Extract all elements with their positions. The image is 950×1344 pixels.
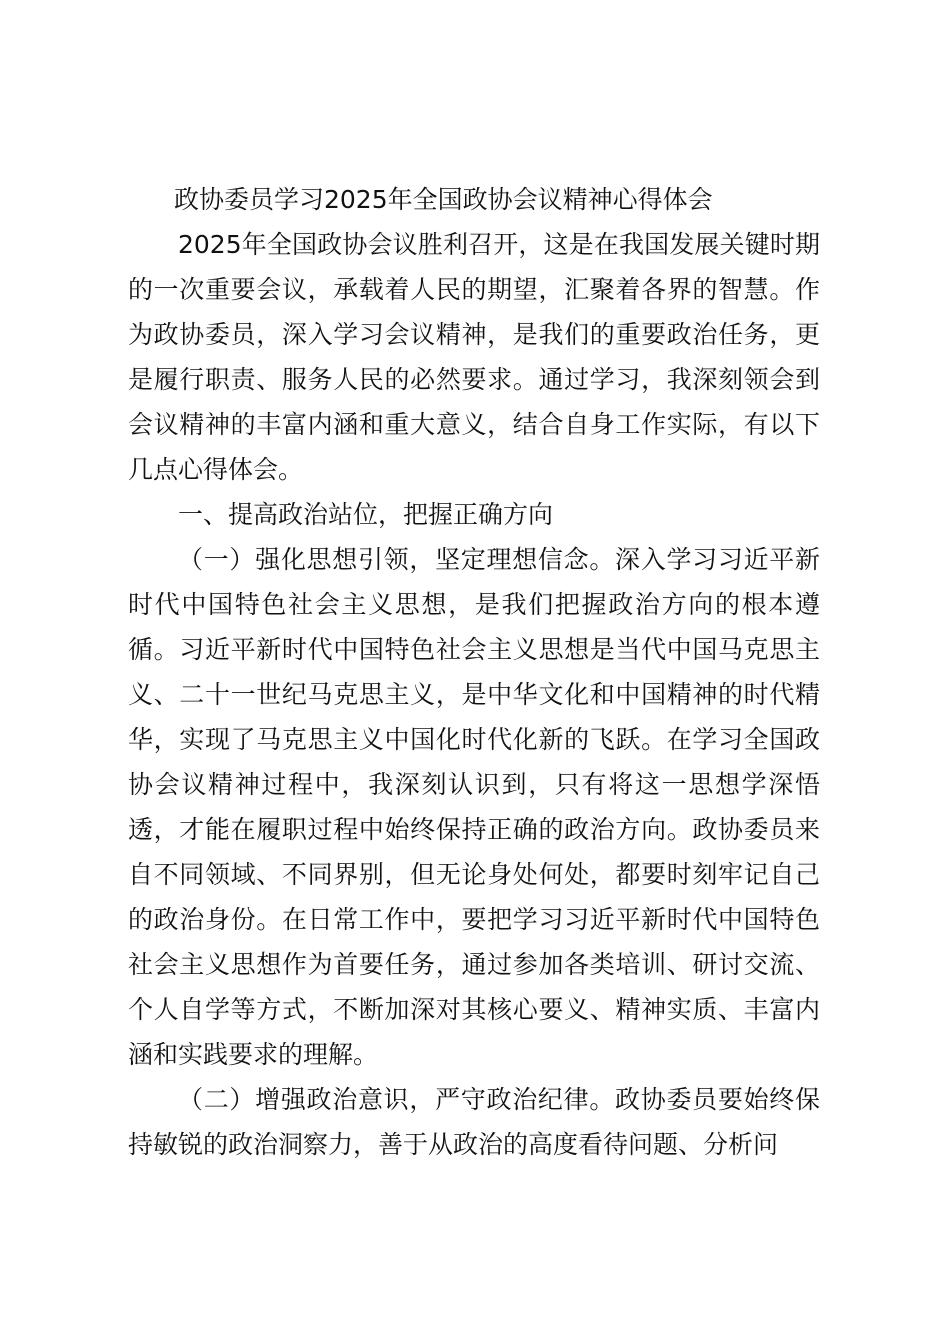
document-body	[128, 178, 820, 1167]
subsection-paragraph-2: （二）增强政治意识，严守政治纪律。政协委员要始终保持敏锐的政治洞察力，善于从政治的高度看待问题、分析问	[128, 1085, 820, 1159]
document-title: 政协委员学习2025年全国政协会议精神心得体会	[174, 185, 713, 214]
subsection-paragraph-1: （一）强化思想引领，坚定理想信念。深入学习习近平新时代中国特色社会主义思想，是我们把握政治方向的根本遵循。习近平新时代中国特色社会主义思想是当代中国马克思主义、二十一世纪马克思主义，是中华文化和中国精神的时代精华，实现了马克思主义中国化时代化新的飞跃。在学习全国政协会议精神过程中，我深刻认识到，只有将这一思想学深悟透，才能在履职过程中始终保持正确的政治方向。政协委员来自不同领域、不同界别，但无论身处何处，都要时刻牢记自己的政治身份。在日常工作中，要把学习习近平新时代中国特色社会主义思想作为首要任务，通过参加各类培训、研讨交流、个人自学等方式，不断加深对其核心要义、精神实质、丰富内涵和实践要求的理解。	[128, 545, 820, 1069]
section-heading: 一、提高政治站位，把握正确方向	[178, 500, 554, 529]
intro-paragraph: 2025年全国政协会议胜利召开，这是在我国发展关键时期的一次重要会议，承载着人民的期望，汇聚着各界的智慧。作为政协委员，深入学习会议精神，是我们的重要政治任务，更是履行职责、服务人民的必然要求。通过学习，我深刻领会到会议精神的丰富内涵和重大意义，结合自身工作实际，有以下几点心得体会。	[128, 230, 820, 484]
